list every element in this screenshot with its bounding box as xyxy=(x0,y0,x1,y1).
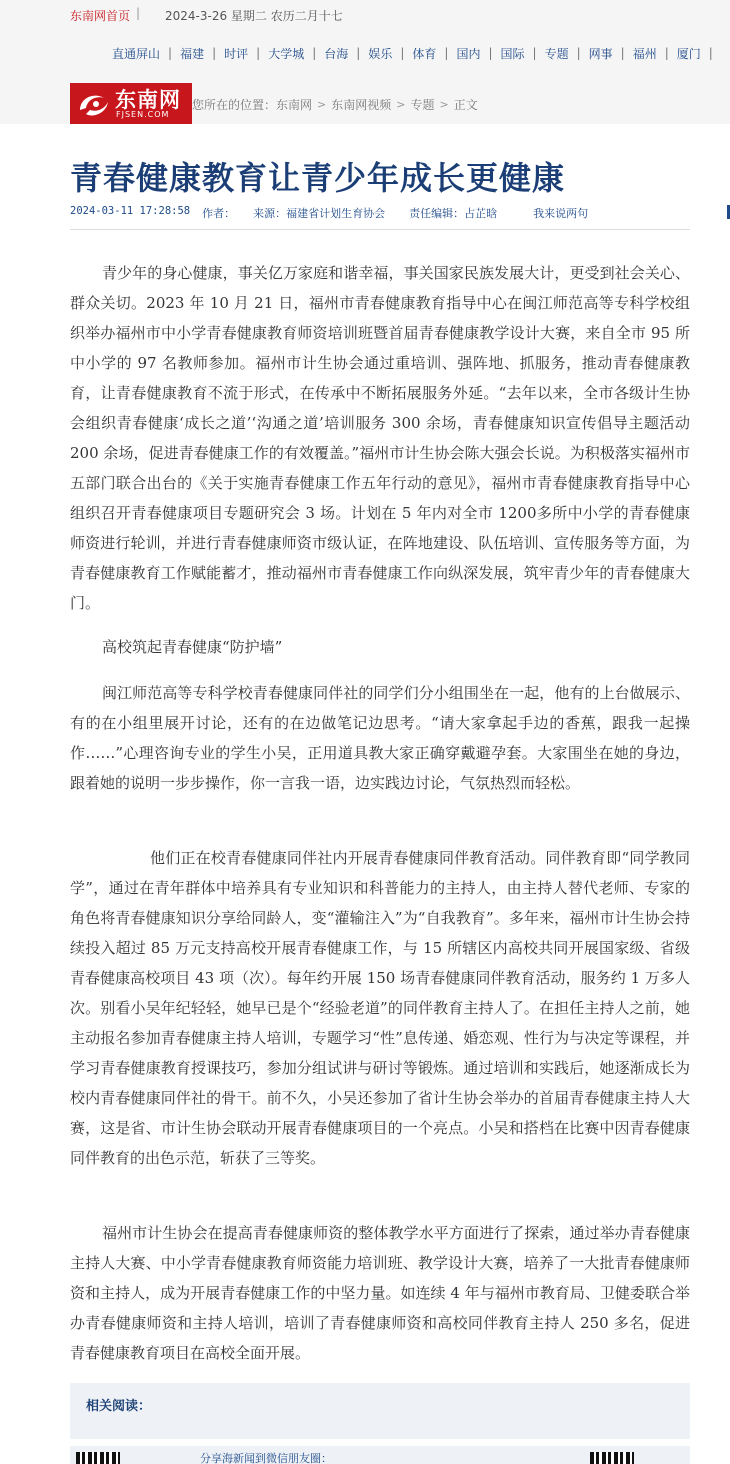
nav-divider: | xyxy=(620,46,625,60)
separator: | xyxy=(136,6,141,20)
nav-item-zhitongpingshan[interactable]: 直通屏山 xyxy=(112,46,161,61)
logo-subtext: FJSEN.COM xyxy=(116,110,170,119)
nav-item-sports[interactable]: 体育 xyxy=(412,46,437,61)
home-link[interactable]: 东南网首页 xyxy=(70,9,131,23)
logo-swirl-icon xyxy=(76,88,112,120)
breadcrumb-prefix: 您所在的位置： xyxy=(192,98,277,112)
nav-divider: | xyxy=(576,46,581,60)
nav-divider: | xyxy=(356,46,361,60)
chevron-right-icon: > xyxy=(317,98,327,111)
breadcrumb xyxy=(192,96,478,113)
nav-divider: | xyxy=(532,46,537,60)
nav-divider: | xyxy=(212,46,217,60)
nav-divider: | xyxy=(444,46,449,60)
article-paragraph: 闽江师范高等专科学校青春健康同伴社的同学们分小组围坐在一起，他有的上台做展示、有的在小组里展开讨论，还有的在边做笔记边思考。“请大家拿起手边的香蕉，跟我一起操作……”心理咨询专业的学生小吴，正用道具教大家正确穿戴避孕套。大家围坐在她的身边，跟着她的说明一步步操作，你一言我一语，边实践边讨论，气氛热烈而轻松。 xyxy=(70,684,690,792)
article-paragraph: 他们正在校青春健康同伴社内开展青春健康同伴教育活动。同伴教育即“同学教同学”，通过在青年群体中培养具有专业知识和科普能力的主持人，由主持人替代老师、专家的角色将青春健康知识分享给同龄人，变“灌输注入”为“自我教育”。多年来，福州市计生协会持续投入超过 85 万元支持高校开展青春健康工作，与 15 所辖区内高校共同开展国家级、省级青春健康高校项目 43 项（次）。每年约开展 150 场青春健康同伴教育活动，服务约 1 万多人次。别看小吴年纪轻轻，她早已是个“经验老道”的同伴教育主持人了。在担任主持人之前，她主动报名参加青春健康主持人培训，专题学习“性”息传递、婚恋观、性行为与决定等课程，并学习青春健康教育授课技巧，参加分组试讲与研讨等锻炼。通过培训和实践后，她逐渐成长为校内青春健康同伴社的骨干。前不久，小吴还参加了省计生协会举办的首届青春健康主持人大赛，这是省、市计生协会联动开展青春健康项目的一个亮点。小吴和搭档在比赛中因青春健康同伴教育的出色示范，斩获了三等奖。 xyxy=(70,849,690,1167)
nav-item-specials[interactable]: 专题 xyxy=(544,46,569,61)
nav-item-netnews[interactable]: 网事 xyxy=(588,46,613,61)
breadcrumb-item-video[interactable]: 东南网视频 xyxy=(331,98,392,112)
nav-item-entertainment[interactable]: 娱乐 xyxy=(368,46,393,61)
nav-divider: | xyxy=(312,46,317,60)
chevron-right-icon: > xyxy=(439,98,449,111)
breadcrumb-item-article: 正文 xyxy=(453,98,478,112)
nav-item-xiamen[interactable]: 厦门 xyxy=(676,46,701,61)
top-header xyxy=(0,0,730,124)
nav-divider: | xyxy=(664,46,669,60)
source-label: 来源：福建省计划生育协会 xyxy=(253,207,386,220)
nav-item-international[interactable]: 国际 xyxy=(500,46,525,61)
nav-item-university-town[interactable]: 大学城 xyxy=(268,46,305,61)
publish-datetime: 2024-03-11 17:28:58 xyxy=(70,205,191,217)
nav-divider: | xyxy=(168,46,173,60)
breadcrumb-item-home[interactable]: 东南网 xyxy=(276,98,313,112)
related-reading-title: 相关阅读： xyxy=(86,1399,152,1414)
nav-divider: | xyxy=(488,46,493,60)
breadcrumb-item-specials[interactable]: 专题 xyxy=(410,98,435,112)
main-nav xyxy=(112,45,721,61)
nav-divider: | xyxy=(256,46,261,60)
related-reading-box xyxy=(70,1383,690,1439)
share-strip xyxy=(70,1446,690,1464)
divider xyxy=(70,229,690,230)
page-title: 青春健康教育让青少年成长更健康 xyxy=(70,159,566,197)
qr-code-icon[interactable] xyxy=(590,1452,634,1464)
site-logo[interactable] xyxy=(70,83,192,124)
author-label: 作者： xyxy=(202,207,236,220)
article-meta xyxy=(70,205,588,221)
nav-item-fujian[interactable]: 福建 xyxy=(180,46,205,61)
nav-item-taihai[interactable]: 台海 xyxy=(324,46,349,61)
share-text: 分享海新闻到微信朋友圈： xyxy=(200,1452,332,1464)
editor-label: 责任编辑：占芷晗 xyxy=(409,207,498,220)
article-subheading: 高校筑起青春健康“防护墙” xyxy=(102,638,283,656)
qr-code-icon[interactable] xyxy=(76,1452,120,1464)
comment-link[interactable]: 我来说两句 xyxy=(533,207,589,220)
nav-divider: | xyxy=(708,46,713,60)
nav-divider: | xyxy=(400,46,405,60)
chevron-right-icon: > xyxy=(396,98,406,111)
nav-item-domestic[interactable]: 国内 xyxy=(456,46,481,61)
logo-text: 东南网 xyxy=(115,88,181,112)
nav-item-fuzhou[interactable]: 福州 xyxy=(632,46,657,61)
date-text: 2024-3-26 星期二 农历二月十七 xyxy=(165,9,343,23)
article-paragraph: 福州市计生协会在提高青春健康师资的整体教学水平方面进行了探索，通过举办青春健康主持人大赛、中小学青春健康教育师资能力培训班、教学设计大赛，培养了一大批青春健康师资和主持人，成为开展青春健康工作的中坚力量。如连续 4 年与福州市教育局、卫健委联合举办青春健康师资和主持人培训，培训了青春健康师资和高校同伴教育主持人 250 多名，促进青春健康教育项目在高校全面开展。 xyxy=(70,1224,690,1362)
article-paragraph: 青少年的身心健康，事关亿万家庭和谐幸福，事关国家民族发展大计，更受到社会关心、群众关切。2023 年 10 月 21 日，福州市青春健康教育指导中心在闽江师范高等专科学校组织举办福州市中小学青春健康教育师资培训班暨首届青春健康教学设计大赛，来自全市 95 所中小学的 97 名教师参加。福州市计生协会通过重培训、强阵地、抓服务，推动青春健康教育，让青春健康教育不流于形式，在传承中不断拓展服务外延。“去年以来，全市各级计生协会组织青春健康‘成长之道’‘沟通之道’培训服务 300 余场，青春健康知识宣传倡导主题活动 200 余场，促进青春健康工作的有效覆盖。”福州市计生协会陈大强会长说。为积极落实福州市五部门联合出台的《关于实施青春健康工作五年行动的意见》，福州市青春健康教育指导中心组织召开青春健康项目专题研究会 3 场。计划在 5 年内对全市 1200多所中小学的青春健康师资进行轮训，并进行青春健康师资市级认证，在阵地建设、队伍培训、宣传服务等方面，为青春健康教育工作赋能蓄才，推动福州市青春健康工作向纵深发展，筑牢青少年的青春健康大门。 xyxy=(70,264,690,612)
nav-item-commentary[interactable]: 时评 xyxy=(224,46,249,61)
